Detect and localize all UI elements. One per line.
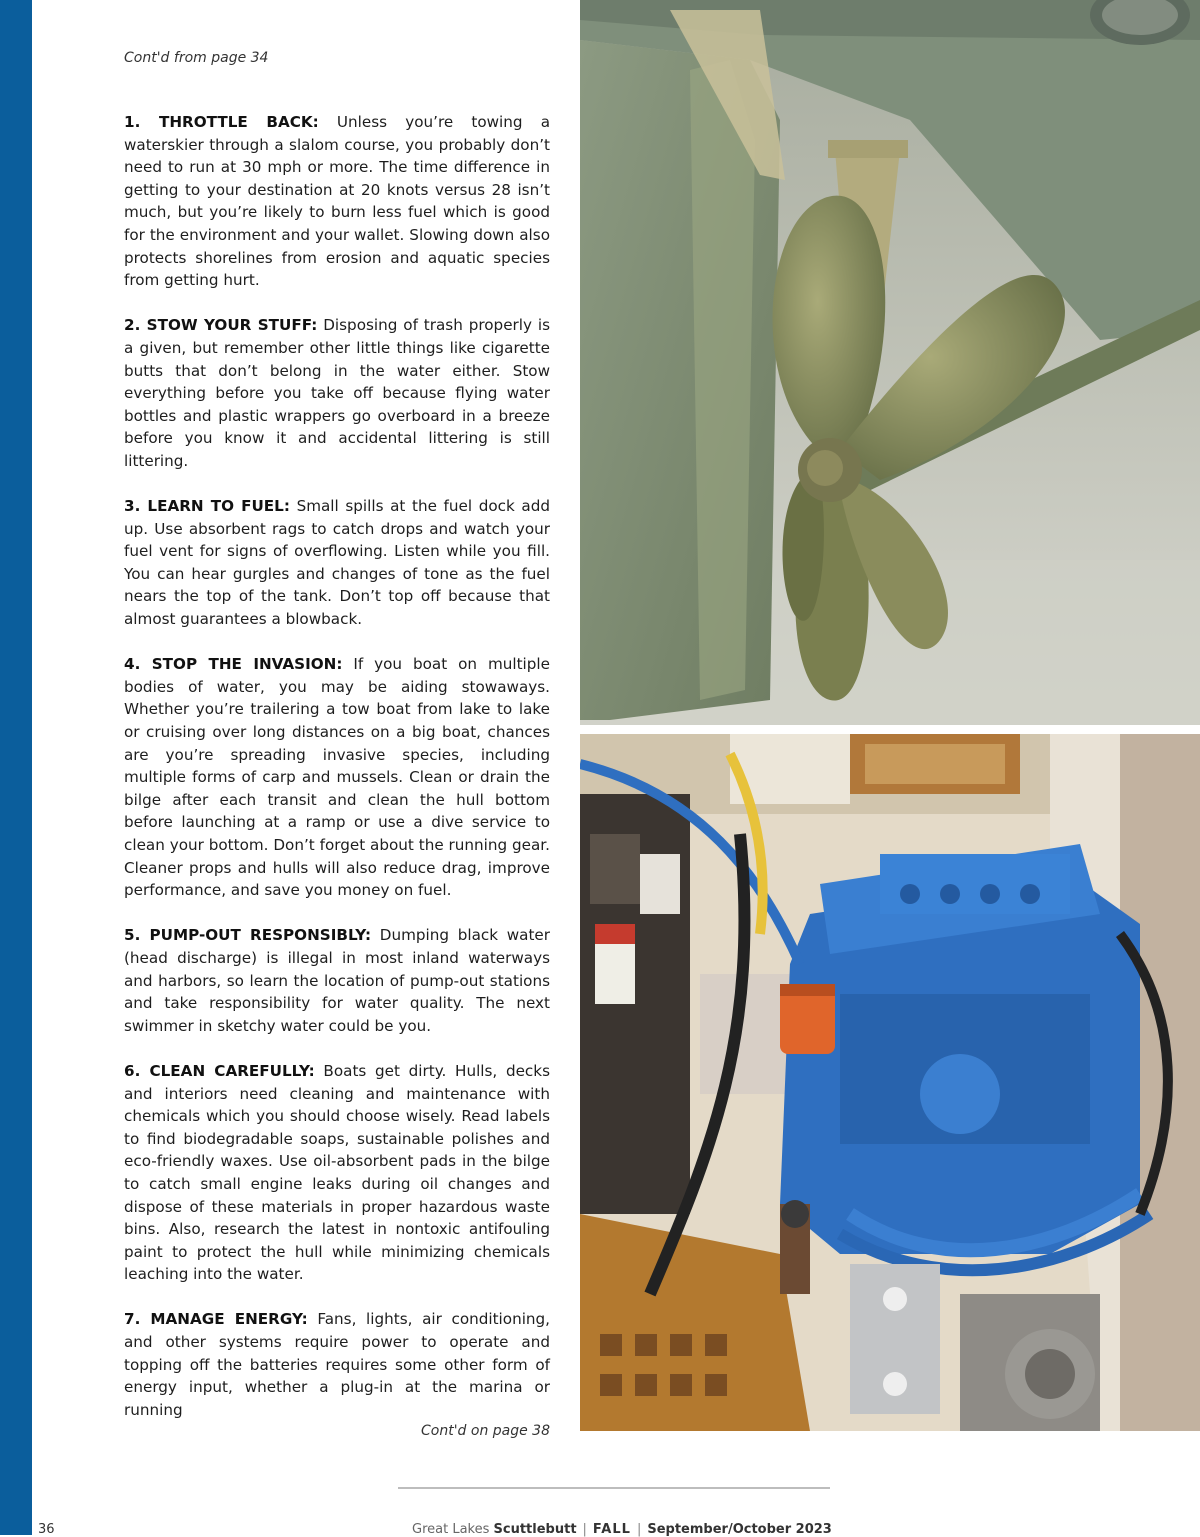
paragraph-heading: 7. MANAGE ENERGY: bbox=[124, 1310, 308, 1329]
footer-separator: | bbox=[636, 1522, 642, 1537]
paragraph-text: If you boat on multiple bodies of water, you may be aiding stowaways. Whether you’re trailering a tow boat from lake to lake or cruising over long distances on a big boat, chances are you’re spreading invasive species, including multiple forms of carp and mussels. Clean or drain the bilge after each transit and clean the hull bottom before launching at a ramp or use a dive service to clean your bottom. Don’t forget about the running gear. Cleaner props and hulls will also reduce drag, improve performance, and save you money on fuel. bbox=[124, 655, 550, 900]
article-paragraph bbox=[124, 924, 550, 1037]
continued-on-note: Cont'd on page 38 bbox=[420, 1423, 550, 1439]
page-edge-color-bar bbox=[0, 0, 32, 1535]
issue-date: September/October 2023 bbox=[647, 1522, 832, 1537]
issue-season: FALL bbox=[592, 1522, 631, 1537]
propeller-photo bbox=[580, 0, 1200, 725]
footer-separator: | bbox=[582, 1522, 587, 1537]
article-paragraph bbox=[124, 1060, 550, 1286]
paragraph-heading: 3. LEARN TO FUEL: bbox=[124, 497, 290, 516]
paragraph-heading: 2. STOW YOUR STUFF: bbox=[124, 316, 318, 335]
paragraph-heading: 1. THROTTLE BACK: bbox=[124, 113, 319, 131]
article-paragraph bbox=[124, 1308, 550, 1421]
paragraph-text: Unless you’re towing a waterskier through a slalom course, you probably don’t need to run at 30 mph or more. The time difference in getting to your destination at 20 knots versus 28 isn’t much, but you’re likely to burn less fuel which is good for the environment and your wallet. Slowing down also protects shorelines from erosion and aquatic species from getting hurt. bbox=[124, 113, 551, 290]
footer-divider bbox=[398, 1487, 830, 1489]
publication-name: Scuttlebutt bbox=[493, 1522, 577, 1537]
paragraph-text: Fans, lights, air conditioning, and other systems require power to operate and topping off the batteries requires some other form of energy input, whether a plug-in at the marina or running bbox=[124, 1310, 551, 1419]
paragraph-heading: 6. CLEAN CAREFULLY: bbox=[124, 1061, 315, 1080]
paragraph-text: Dumping black water (head discharge) is illegal in most inland waterways and harbors, so learn the location of pump-out stations and take responsibility for water quality. The next swimmer in sketchy water could be you. bbox=[124, 926, 551, 1035]
publication-prefix: Great Lakes bbox=[412, 1522, 490, 1537]
paragraph-text: Disposing of trash properly is a given, but remember other little things like cigarette butts that don’t belong in the water either. Stow everything before you take off because flying water bottles and plastic wrappers go overboard in a breeze before you know it and accidental littering is still littering. bbox=[124, 316, 551, 470]
paragraph-text: Small spills at the fuel dock add up. Use absorbent rags to catch drops and watch your fuel vent for signs of overflowing. Listen while you fill. You can hear gurgles and changes of tone as the fuel nears the top of the tank. Don’t top off because that almost guarantees a blowback. bbox=[124, 497, 551, 629]
page-number: 36 bbox=[38, 1522, 55, 1537]
article-body bbox=[124, 111, 550, 1444]
article-paragraph bbox=[124, 495, 550, 631]
paragraph-text: Boats get dirty. Hulls, decks and interiors need cleaning and maintenance with chemicals which you should choose wisely. Read labels to find biodegradable soaps, sustainable polishes and eco-friendly waxes. Use oil-absorbent pads in the bilge to catch small engine leaks during oil changes and dispose of these materials in proper hazardous waste bins. Also, research the latest in nontoxic antifouling paint to protect the hull while minimizing chemicals leaching into the water. bbox=[124, 1061, 550, 1284]
paragraph-heading: 5. PUMP-OUT RESPONSIBLY: bbox=[124, 926, 372, 945]
article-paragraph bbox=[124, 314, 550, 472]
article-paragraph bbox=[124, 111, 550, 292]
paragraph-heading: 4. STOP THE INVASION: bbox=[124, 655, 343, 674]
engine-photo bbox=[580, 734, 1200, 1431]
continued-from-note: Cont'd from page 34 bbox=[124, 50, 269, 66]
article-paragraph bbox=[124, 653, 550, 902]
